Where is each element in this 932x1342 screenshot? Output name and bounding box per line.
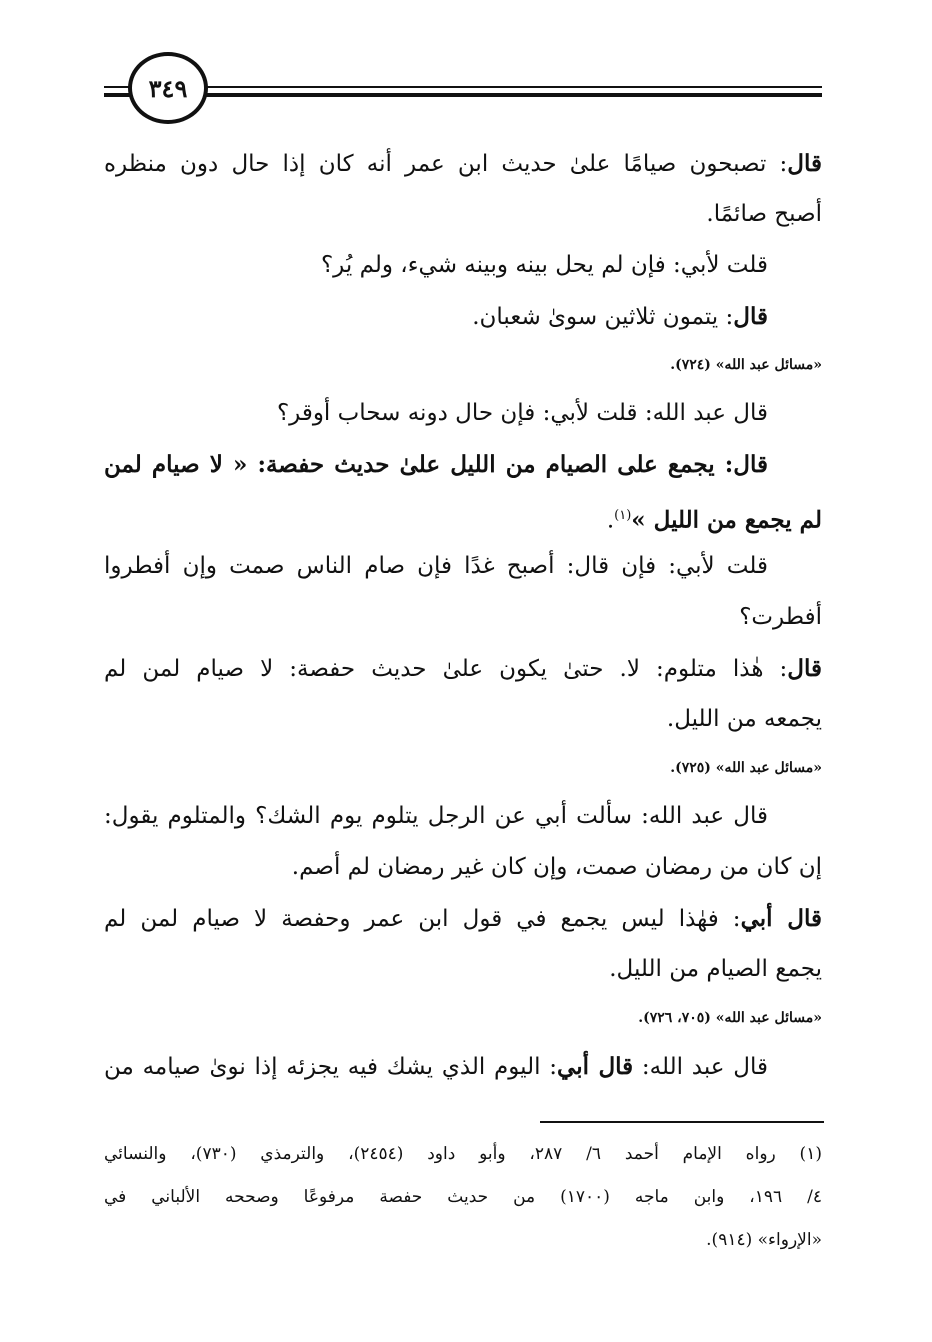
header-rule-thin (104, 86, 822, 88)
line-text: : يجمع على الصيام من الليل علىٰ حديث حفصة: « لا صيام لمن (104, 451, 734, 478)
line-text: قال عبد الله: قلت لأبي: فإن حال دونه سحاب أوقر؟ (276, 400, 768, 426)
speaker-label: قال (733, 303, 768, 330)
line-text: أصبح صائمًا. (706, 201, 822, 227)
text-line (104, 643, 822, 694)
page-number: ٣٤٩ (148, 73, 188, 103)
header-rule-thick (104, 93, 822, 97)
line-text: قلت لأبي: فإن قال: أصبح غدًا فإن صام الناس صمت وإن أفطروا (104, 553, 768, 579)
speaker-label: قال (787, 655, 822, 682)
text-line (104, 1041, 822, 1092)
text-line (104, 490, 822, 541)
source-citation: «مسائل عبد الله» (٧٠٥، ٧٢٦). (638, 1010, 822, 1026)
footnote-line: ٤/ ١٩٦، وابن ماجه (١٧٠٠) من حديث حفصة مرفوعًا وصححه الألباني في (104, 1187, 822, 1207)
line-text: أفطرت؟ (739, 604, 822, 630)
footnotes (104, 1133, 822, 1262)
line-text: : فهٰذا ليس يجمع في قول ابن عمر وحفصة لا صيام لمن لم (104, 906, 741, 932)
text-line (104, 791, 822, 842)
footnote-line: «الإرواء» (٩١٤). (706, 1230, 822, 1250)
footnote-separator (540, 1121, 824, 1123)
line-end: . (606, 507, 615, 534)
text-line (104, 592, 822, 643)
line-text: يجمعه من الليل. (666, 706, 822, 732)
text-line (104, 541, 822, 592)
main-text (104, 138, 822, 1092)
line-text: إن كان من رمضان صمت، وإن كان غير رمضان لم أصم. (291, 854, 822, 880)
text-line (104, 944, 822, 995)
line-prefix: قال عبد الله: (633, 1054, 768, 1080)
line-text: : هٰذا متلوم: لا. حتىٰ يكون علىٰ حديث حفصة: لا صيام لمن لم (104, 656, 788, 682)
source-citation: «مسائل عبد الله» (٧٢٥). (670, 760, 822, 776)
text-line (104, 291, 822, 342)
text-line (104, 388, 822, 439)
text-line (104, 439, 822, 490)
text-line (104, 694, 822, 745)
text-line (104, 893, 822, 944)
footnote-line: (١) رواه الإمام أحمد ٦/ ٢٨٧، وأبو داود (٢٤٥٤)، والترمذي (٧٣٠)، والنسائي (104, 1144, 822, 1164)
line-text: : تصبحون صيامًا علىٰ حديث ابن عمر أنه كان إذا حال دون منظره (104, 151, 788, 177)
page-number-badge (128, 52, 208, 124)
speaker-label: قال أبي (557, 1053, 634, 1080)
line-text: لم يجمع من الليل » (631, 506, 822, 534)
footnote-ref: (١) (614, 508, 632, 523)
line-text: يجمع الصيام من الليل. (609, 956, 822, 982)
source-citation: «مسائل عبد الله» (٧٢٤). (670, 357, 822, 373)
text-line (104, 842, 822, 893)
text-line (104, 189, 822, 240)
line-text: قال عبد الله: سألت أبي عن الرجل يتلوم يوم الشك؟ والمتلوم يقول: (104, 803, 768, 829)
line-text: : اليوم الذي يشك فيه يجزئه إذا نوىٰ صيامه من (104, 1054, 558, 1080)
speaker-label: قال (733, 451, 768, 478)
speaker-label: قال أبي (740, 905, 822, 932)
speaker-label: قال (787, 150, 822, 177)
line-text: قلت لأبي: فإن لم يحل بينه وبينه شيء، ولم يُر؟ (320, 252, 768, 278)
text-line (104, 240, 822, 291)
line-text: : يتمون ثلاثين سوىٰ شعبان. (472, 304, 734, 330)
text-line (104, 138, 822, 189)
